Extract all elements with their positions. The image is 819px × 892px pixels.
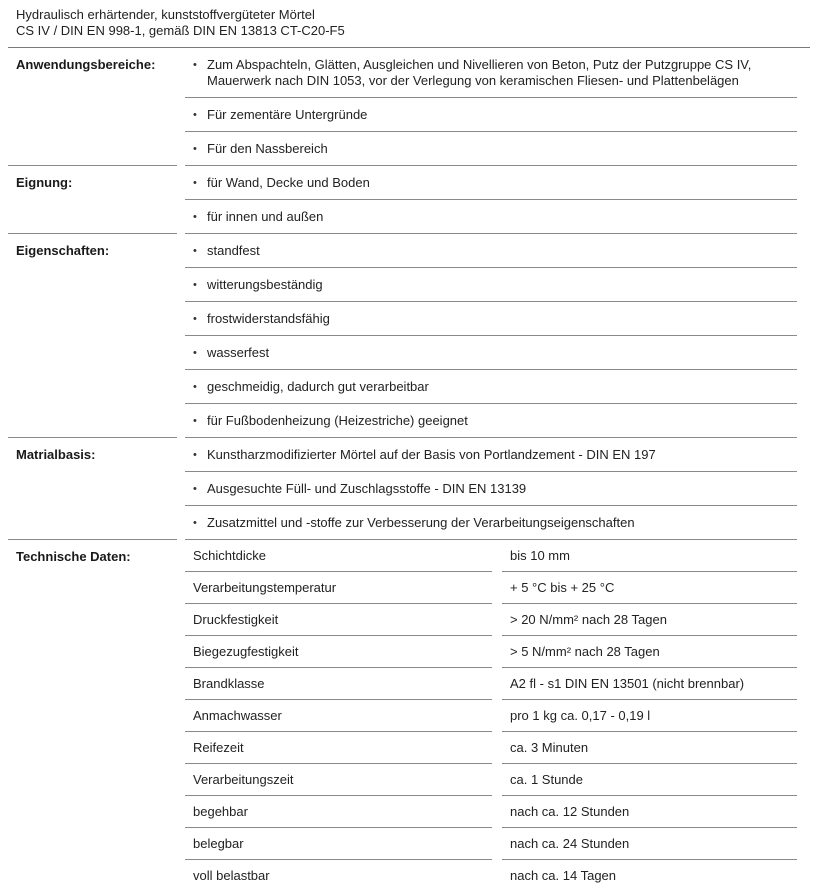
tech-property: belegbar xyxy=(185,828,492,860)
table-row xyxy=(185,828,797,860)
tech-value: > 20 N/mm² nach 28 Tagen xyxy=(502,604,797,636)
list-item xyxy=(185,166,797,200)
table-row xyxy=(185,732,797,764)
list-item xyxy=(185,336,797,370)
tech-value: pro 1 kg ca. 0,17 - 0,19 l xyxy=(502,700,797,732)
tech-value: bis 10 mm xyxy=(502,540,797,572)
bullet-icon: • xyxy=(193,211,197,223)
tech-value: + 5 °C bis + 25 °C xyxy=(502,572,797,604)
tech-value: A2 fl - s1 DIN EN 13501 (nicht brennbar) xyxy=(502,668,797,700)
list-item-text: für innen und außen xyxy=(207,209,324,224)
tech-property: Brandklasse xyxy=(185,668,492,700)
bullet-icon: • xyxy=(193,143,197,155)
section-label: Technische Daten: xyxy=(16,549,131,564)
list-item-text: für Wand, Decke und Boden xyxy=(207,175,370,190)
tech-value: > 5 N/mm² nach 28 Tagen xyxy=(502,636,797,668)
table-row xyxy=(185,700,797,732)
list-item xyxy=(185,200,797,234)
tech-value: nach ca. 24 Stunden xyxy=(502,828,797,860)
section-technische-daten xyxy=(0,540,819,892)
bullet-icon: • xyxy=(193,279,197,291)
bullet-icon: • xyxy=(193,177,197,189)
product-description-line-1: Hydraulisch erhärtender, kunststoffvergüteter Mörtel xyxy=(16,7,315,22)
table-row xyxy=(185,636,797,668)
list-item xyxy=(185,438,797,472)
list-item xyxy=(185,268,797,302)
list-item xyxy=(185,132,797,166)
tech-value: ca. 1 Stunde xyxy=(502,764,797,796)
section-anwendungsbereiche xyxy=(0,48,819,166)
product-description xyxy=(16,7,345,39)
list-item-text: Kunstharzmodifizierter Mörtel auf der Basis von Portlandzement - DIN EN 197 xyxy=(207,447,656,462)
section-items xyxy=(185,48,797,166)
tech-property: Schichtdicke xyxy=(185,540,492,572)
table-row xyxy=(185,860,797,892)
list-item xyxy=(185,48,797,98)
bullet-icon: • xyxy=(193,59,197,71)
list-item xyxy=(185,404,797,438)
section-eigenschaften xyxy=(0,234,819,438)
table-row xyxy=(185,796,797,828)
table-row xyxy=(185,604,797,636)
list-item xyxy=(185,234,797,268)
list-item-text: wasserfest xyxy=(207,345,270,360)
section-items xyxy=(185,234,797,438)
section-label: Eignung: xyxy=(8,166,177,234)
bullet-icon: • xyxy=(193,245,197,257)
section-label: Eigenschaften: xyxy=(8,234,177,438)
bullet-icon: • xyxy=(193,415,197,427)
bullet-icon: • xyxy=(193,313,197,325)
section-materialbasis xyxy=(0,438,819,540)
list-item xyxy=(185,302,797,336)
section-label: Anwendungsbereiche: xyxy=(8,48,177,166)
tech-value: ca. 3 Minuten xyxy=(502,732,797,764)
bullet-icon: • xyxy=(193,347,197,359)
list-item-text: frostwiderstandsfähig xyxy=(207,311,330,326)
tech-value: nach ca. 12 Stunden xyxy=(502,796,797,828)
tech-property: Biegezugfestigkeit xyxy=(185,636,492,668)
spec-sheet xyxy=(0,48,819,892)
list-item-text: geschmeidig, dadurch gut verarbeitbar xyxy=(207,379,429,394)
table-row xyxy=(185,764,797,796)
bullet-icon: • xyxy=(193,517,197,529)
tech-property: Anmachwasser xyxy=(185,700,492,732)
list-item-text: für Fußbodenheizung (Heizestriche) geeignet xyxy=(207,413,468,428)
tech-value: nach ca. 14 Tagen xyxy=(510,868,617,883)
list-item-text: Zusatzmittel und -stoffe zur Verbesserung der Verarbeitungseigenschaften xyxy=(207,515,635,530)
section-label: Matrialbasis: xyxy=(8,438,177,540)
tech-property: begehbar xyxy=(185,796,492,828)
product-description-line-2: CS IV / DIN EN 998-1, gemäß DIN EN 13813 CT-C20-F5 xyxy=(16,23,345,38)
tech-property: Reifezeit xyxy=(185,732,492,764)
list-item-text: standfest xyxy=(207,243,260,258)
section-items xyxy=(185,166,797,234)
tech-property: Druckfestigkeit xyxy=(185,604,492,636)
list-item xyxy=(185,472,797,506)
bullet-icon: • xyxy=(193,381,197,393)
tech-property: voll belastbar xyxy=(193,868,270,883)
list-item-text: witterungsbeständig xyxy=(207,277,323,292)
list-item-text: Zum Abspachteln, Glätten, Ausgleichen und Nivellieren von Beton, Putz der Putzgruppe CS IV, Mauerwerk nach DIN 1053, vor der Verlegung von keramischen Fliesen- und Plattenbelägen xyxy=(207,57,752,88)
section-items xyxy=(185,438,797,540)
bullet-icon: • xyxy=(193,449,197,461)
table-row xyxy=(185,572,797,604)
bullet-icon: • xyxy=(193,109,197,121)
bullet-icon: • xyxy=(193,483,197,495)
list-item xyxy=(185,98,797,132)
list-item-text: Für den Nassbereich xyxy=(207,141,328,156)
table-row xyxy=(185,668,797,700)
section-eignung xyxy=(0,166,819,234)
tech-data-table xyxy=(185,540,797,892)
list-item-text: Ausgesuchte Füll- und Zuschlagsstoffe - DIN EN 13139 xyxy=(207,481,527,496)
tech-property: Verarbeitungstemperatur xyxy=(185,572,492,604)
tech-property: Verarbeitungszeit xyxy=(185,764,492,796)
list-item xyxy=(185,506,797,540)
table-row xyxy=(185,540,797,572)
list-item-text: Für zementäre Untergründe xyxy=(207,107,368,122)
list-item xyxy=(185,370,797,404)
